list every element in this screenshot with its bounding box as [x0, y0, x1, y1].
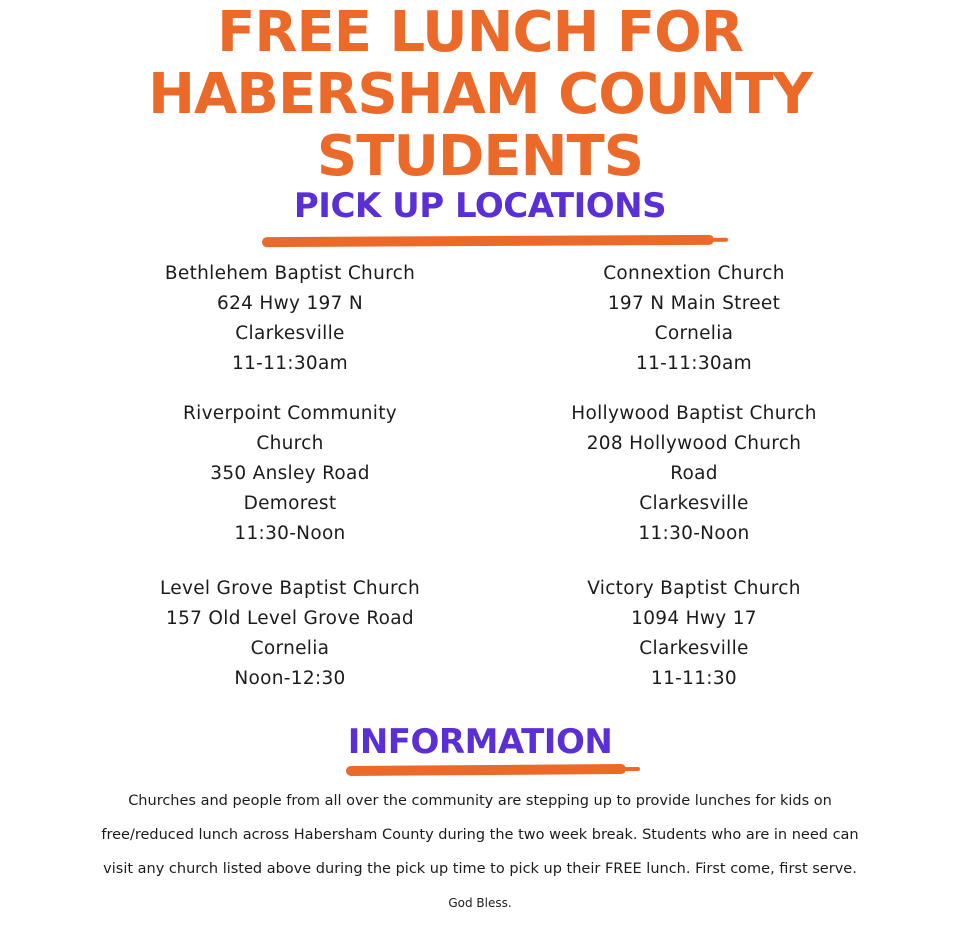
flyer-title	[0, 2, 960, 188]
location-connextion-church	[514, 259, 874, 379]
location-address: 197 N Main Street	[607, 293, 781, 314]
location-time: 11-11:30am	[636, 353, 752, 374]
location-name: Hollywood Baptist Church	[571, 403, 817, 424]
location-name: Connextion Church	[603, 263, 785, 284]
location-time: 11-11:30	[651, 668, 737, 689]
location-name: Bethlehem Baptist Church	[164, 263, 416, 284]
location-bethlehem-baptist	[110, 259, 470, 379]
location-name-line-2: Church	[256, 433, 324, 454]
location-address: 350 Ansley Road	[210, 463, 370, 484]
information-closing: God Bless.	[448, 896, 512, 910]
location-city: Clarkesville	[639, 638, 749, 659]
location-address: 1094 Hwy 17	[631, 608, 757, 629]
location-time: 11-11:30am	[232, 353, 348, 374]
information-line-1: Churches and people from all over the community are stepping up to provide lunches for kids on	[128, 793, 832, 809]
title-line-2: HABERSHAM COUNTY	[148, 62, 812, 127]
location-city: Demorest	[243, 493, 337, 514]
location-time: 11:30-Noon	[234, 523, 346, 544]
location-city: Cornelia	[654, 323, 734, 344]
location-victory-baptist	[514, 574, 874, 694]
location-city: Clarkesville	[235, 323, 345, 344]
pickup-locations-heading: PICK UP LOCATIONS	[293, 186, 667, 226]
location-riverpoint-community	[110, 399, 470, 549]
location-hollywood-baptist	[514, 399, 874, 549]
brush-underline-information	[346, 764, 626, 776]
location-name: Level Grove Baptist Church	[160, 578, 420, 599]
location-level-grove-baptist	[110, 574, 470, 694]
title-line-1: FREE LUNCH FOR	[217, 0, 743, 65]
information-line-2: free/reduced lunch across Habersham County during the two week break. Students who are in need can	[101, 827, 859, 843]
information-line-3: visit any church listed above during the pick up time to pick up their FREE lunch. First come, first serve.	[103, 861, 857, 877]
location-time: 11:30-Noon	[638, 523, 750, 544]
brush-underline-pickup	[262, 235, 714, 247]
location-name: Victory Baptist Church	[587, 578, 801, 599]
location-address: 157 Old Level Grove Road	[166, 608, 414, 629]
location-address-line-2: Road	[670, 463, 718, 484]
location-time: Noon-12:30	[234, 668, 346, 689]
location-address-line-1: 208 Hollywood Church	[586, 433, 802, 454]
location-address: 624 Hwy 197 N	[217, 293, 363, 314]
location-name-line-1: Riverpoint Community	[182, 403, 398, 424]
information-body	[0, 784, 960, 920]
location-city: Cornelia	[250, 638, 330, 659]
location-city: Clarkesville	[639, 493, 749, 514]
title-line-3: STUDENTS	[316, 124, 644, 189]
information-heading: INFORMATION	[347, 722, 613, 762]
